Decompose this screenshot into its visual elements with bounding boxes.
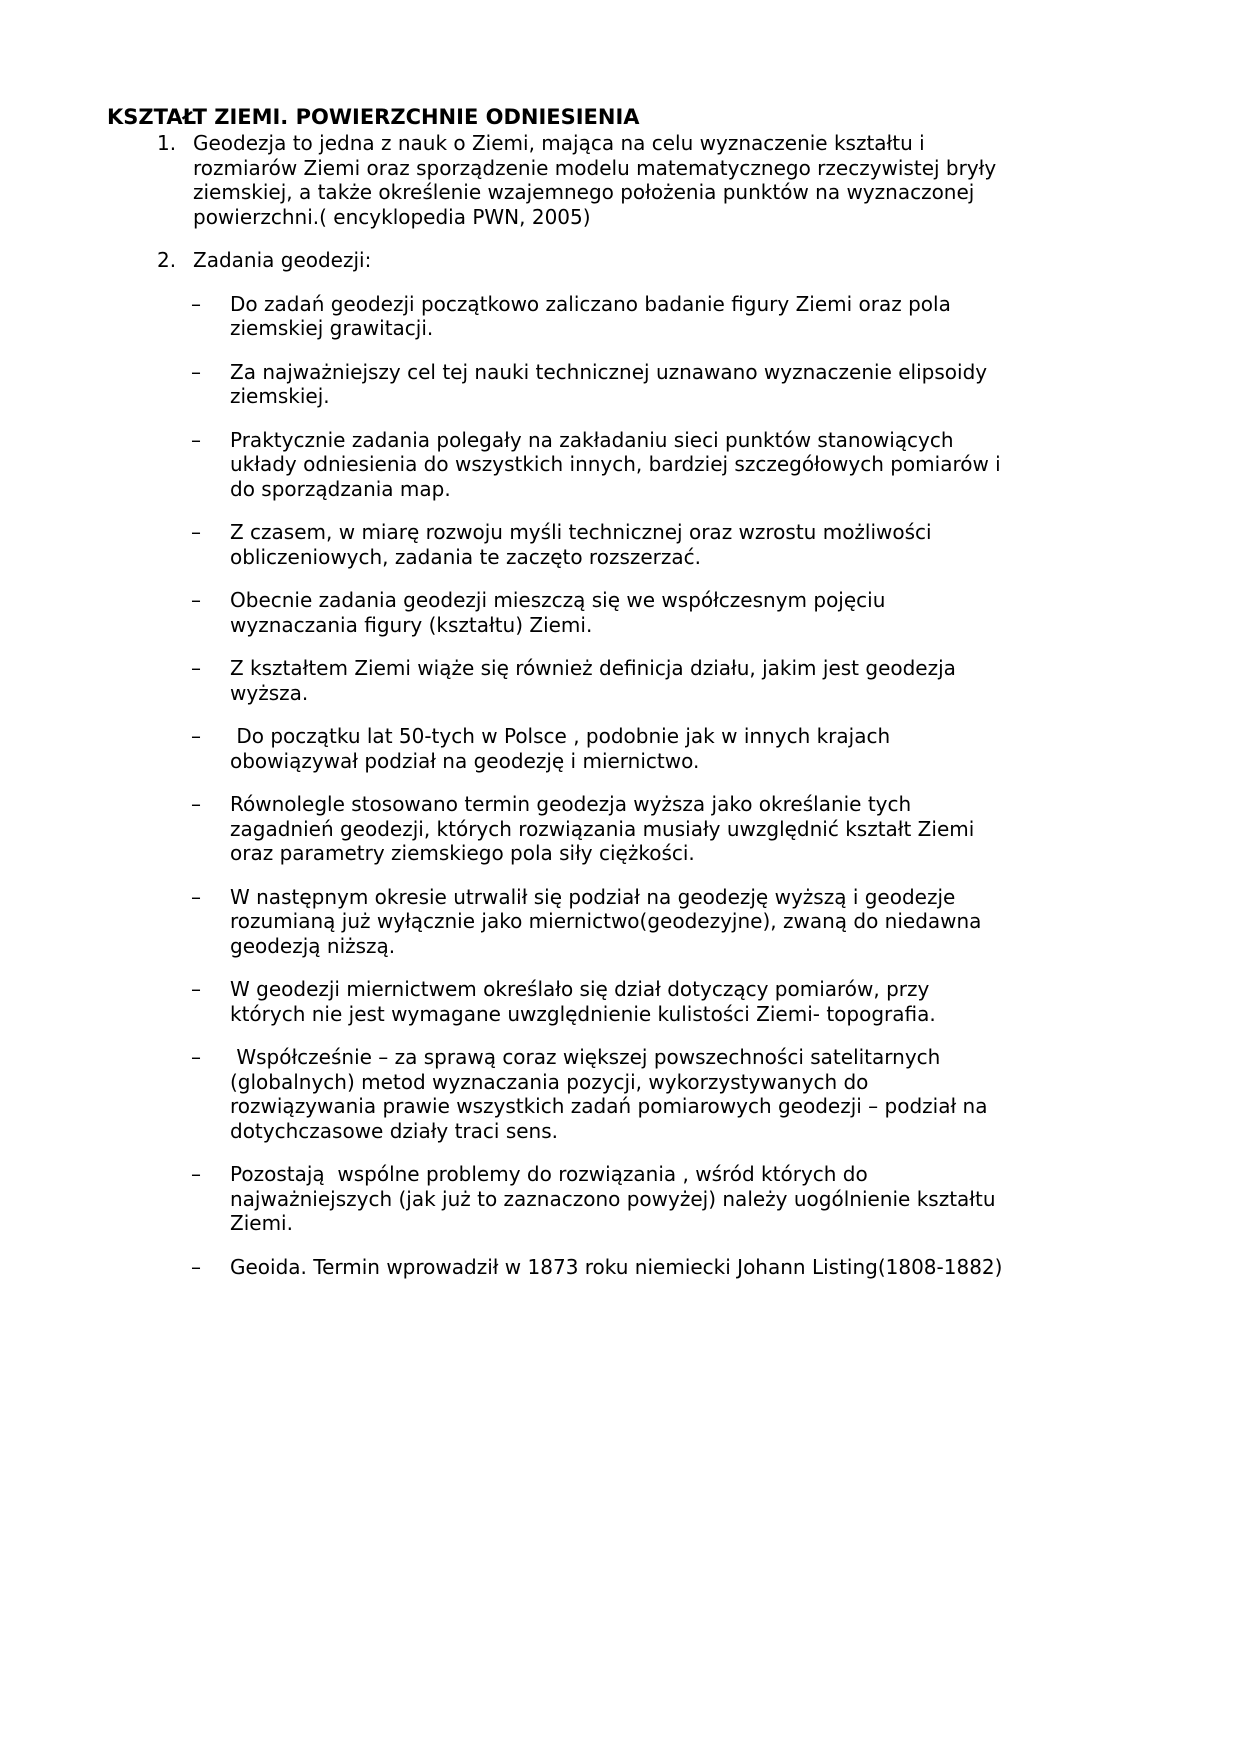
text-line: Geodezja to jedna z nauk o Ziemi, mająca na celu wyznaczenie kształtu i — [193, 131, 925, 155]
paragraph-text — [230, 656, 1240, 705]
bullet-item — [0, 1255, 1240, 1280]
paragraph-text — [230, 1255, 1240, 1280]
text-line: Równolegle stosowano termin geodezja wyższa jako określanie tych — [230, 792, 912, 816]
text-line: ziemskiej grawitacji. — [230, 316, 434, 340]
paragraph-text — [230, 588, 1240, 637]
text-line: Geoida. Termin wprowadził w 1873 roku niemiecki Johann Listing(1808-1882) — [230, 1254, 1003, 1279]
text-line: Praktycznie zadania polegały na zakładaniu sieci punktów stanowiących — [230, 427, 954, 452]
paragraph-text — [230, 520, 1240, 569]
bullet-item — [0, 656, 1240, 705]
paragraph-text — [193, 248, 1240, 273]
text-line: najważniejszych (jak już to zaznaczono powyżej) należy uogólnienie kształtu — [230, 1186, 996, 1211]
list-number: 2. — [157, 248, 177, 272]
paragraph-text — [230, 292, 1240, 341]
text-line: Za najważniejszy cel tej nauki technicznej uznawano wyznaczenie elipsoidy — [230, 359, 988, 384]
text-line: Współcześnie – za sprawą coraz większej powszechności satelitarnych — [230, 1045, 941, 1069]
text-line: rozwiązywania prawie wszystkich zadań pomiarowych geodezji – podział na — [230, 1094, 988, 1118]
text-line: Zadania geodezji: — [193, 248, 372, 272]
text-line: Do zadań geodezji początkowo zaliczano badanie figury Ziemi oraz pola — [230, 291, 951, 316]
paragraph-text — [193, 131, 1240, 229]
dash-bullet: – — [191, 520, 201, 544]
paragraph-text — [230, 1162, 1240, 1236]
text-line: rozumianą już wyłącznie jako miernictwo(geodezyjne), zwaną do niedawna — [230, 909, 982, 933]
text-line: powierzchni.( encyklopedia PWN, 2005) — [193, 204, 591, 229]
text-line: W geodezji miernictwem określało się dział dotyczący pomiarów, przy — [230, 977, 930, 1001]
dash-bullet: – — [191, 792, 201, 816]
dash-bullet: – — [191, 588, 201, 612]
text-line: dotychczasowe działy traci sens. — [230, 1118, 558, 1143]
bullet-item — [0, 1045, 1240, 1143]
bullet-item — [0, 977, 1240, 1026]
bullet-item — [0, 724, 1240, 773]
text-line: (globalnych) metod wyznaczania pozycji, wykorzystywanych do — [230, 1069, 869, 1094]
text-line: geodezją niższą. — [230, 933, 396, 958]
numbered-item — [0, 131, 1240, 229]
dash-bullet: – — [191, 427, 201, 452]
text-line: wyższa. — [230, 680, 309, 705]
text-line: Z czasem, w miarę rozwoju myśli technicznej oraz wzrostu możliwości — [230, 520, 932, 544]
text-line: Do początku lat 50-tych w Polsce , podobnie jak w innych krajach — [230, 724, 891, 748]
text-line: zagadnień geodezji, których rozwiązania musiały uwzględnić kształt Ziemi — [230, 816, 975, 841]
bullet-item — [0, 792, 1240, 866]
dash-bullet: – — [191, 724, 201, 748]
text-line: rozmiarów Ziemi oraz sporządzenie modelu matematycznego rzeczywistej bryły — [193, 155, 997, 180]
text-line: obowiązywał podział na geodezję i miernictwo. — [230, 748, 700, 773]
paragraph-text — [230, 360, 1240, 409]
text-line: wyznaczania figury (kształtu) Ziemi. — [230, 612, 593, 637]
paragraph-text — [230, 724, 1240, 773]
numbered-item — [0, 248, 1240, 273]
paragraph-text — [230, 792, 1240, 866]
dash-bullet: – — [191, 1162, 201, 1186]
dash-bullet: – — [191, 291, 201, 316]
dash-bullet: – — [191, 1045, 201, 1069]
bullet-item — [0, 885, 1240, 959]
text-line: ziemskiej. — [230, 384, 330, 408]
dash-bullet: – — [191, 977, 201, 1001]
dash-bullet: – — [191, 884, 201, 909]
bullet-item — [0, 520, 1240, 569]
dash-bullet: – — [191, 656, 201, 680]
bullet-item — [0, 588, 1240, 637]
paragraph-text — [230, 428, 1240, 502]
bullet-item — [0, 428, 1240, 502]
bullet-item — [0, 1162, 1240, 1236]
text-line: Pozostają wspólne problemy do rozwiązania , wśród których do — [230, 1162, 868, 1186]
paragraph-text — [230, 885, 1240, 959]
text-line: W następnym okresie utrwalił się podział na geodezję wyższą i geodezje — [230, 884, 956, 909]
paragraph-text — [230, 1045, 1240, 1143]
bullet-item — [0, 360, 1240, 409]
text-line: do sporządzania map. — [230, 476, 451, 501]
text-line: układy odniesienia do wszystkich innych, bardziej szczegółowych pomiarów i — [230, 452, 1001, 476]
text-line: Ziemi. — [230, 1211, 293, 1235]
document-body — [0, 104, 1240, 1298]
paragraph-text — [230, 977, 1240, 1026]
text-line: oraz parametry ziemskiego pola siły ciężkości. — [230, 841, 695, 865]
text-line: obliczeniowych, zadania te zaczęto rozszerzać. — [230, 544, 702, 569]
text-line: Z kształtem Ziemi wiąże się również definicja działu, jakim jest geodezja — [230, 656, 956, 680]
dash-bullet: – — [191, 359, 201, 384]
dash-bullet: – — [191, 1254, 201, 1279]
list-number: 1. — [157, 131, 177, 155]
bullet-item — [0, 292, 1240, 341]
text-line: których nie jest wymagane uwzględnienie kulistości Ziemi- topografia. — [230, 1001, 936, 1026]
text-line: ziemskiej, a także określenie wzajemnego położenia punktów na wyznaczonej — [193, 180, 975, 204]
text-line: Obecnie zadania geodezji mieszczą się we współczesnym pojęciu — [230, 588, 886, 612]
document-title: KSZTAŁT ZIEMI. POWIERZCHNIE ODNIESIENIA — [107, 105, 640, 129]
